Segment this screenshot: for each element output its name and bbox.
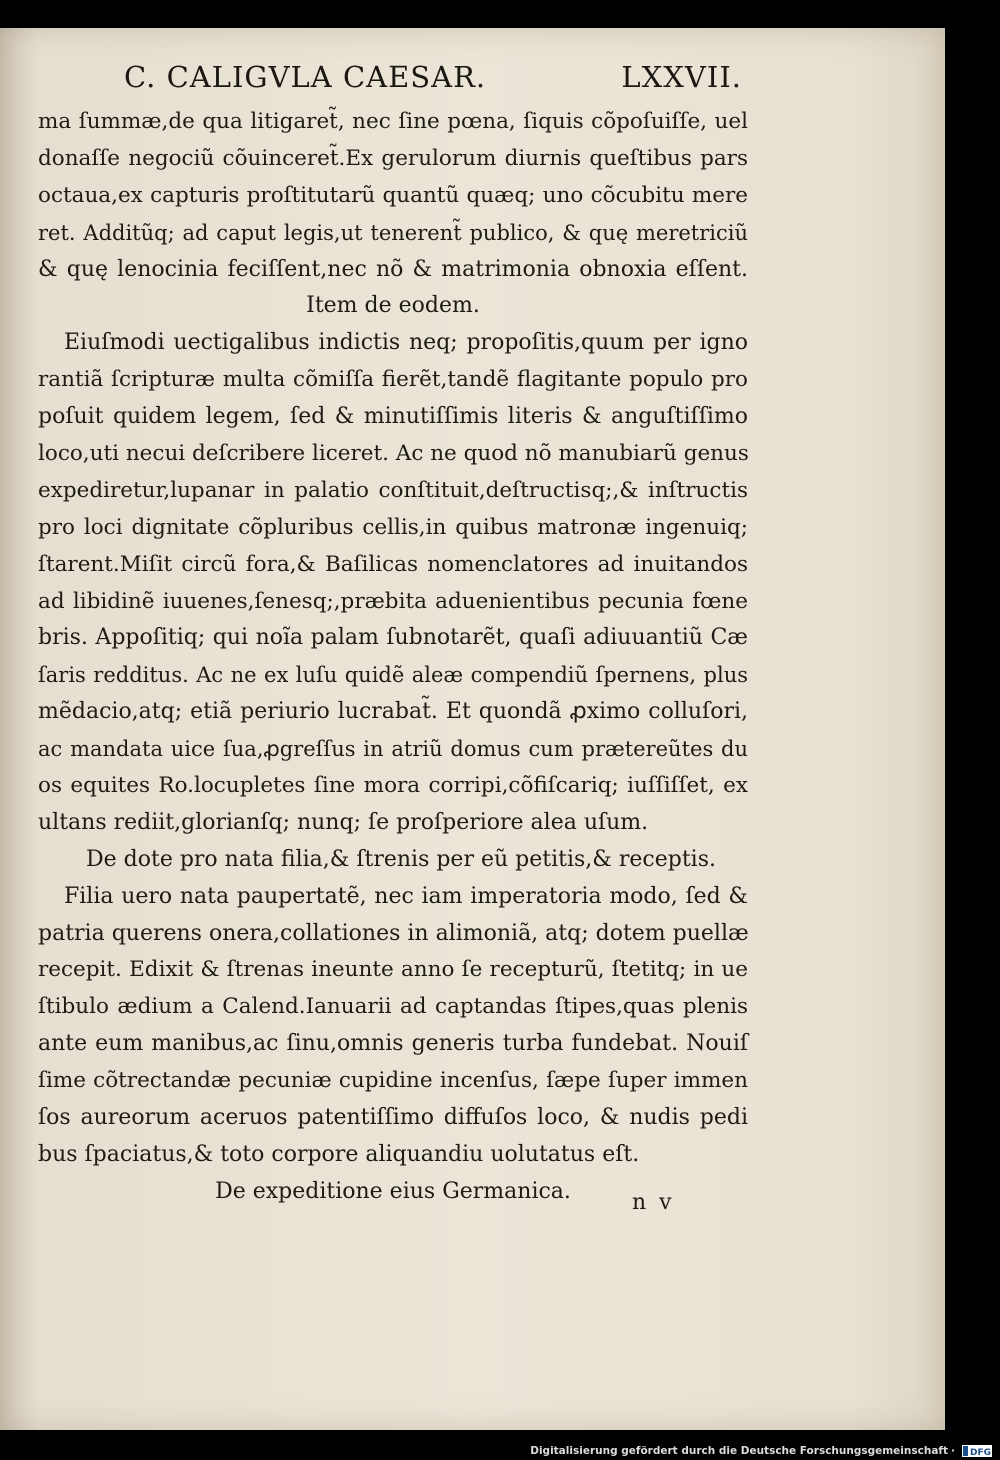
text-line: bris. Appoſitiq; qui noĩa palam ſubnotarẽt, quaſi adiuuantiũ Cæ [38,625,748,651]
section-heading: De dote pro nata filia,& ſtrenis per eũ petitis,& receptis. [86,846,716,872]
text-line: donaſſe negociũ cõuinceret̃.Ex gerulorum diurnis queſtibus pars [38,145,748,171]
text-line: ma ſummæ,de qua litigaret̃, nec ſine pœna, ſiquis cõpoſuiſſe, uel [38,109,748,134]
section-heading: Item de eodem. [306,293,480,319]
signature-mark: n v [632,1190,675,1215]
text-line: Eiuſmodi uectigalibus indictis neq; propoſitis,quum per igno [64,330,748,356]
text-line: ſos aureorum aceruos patentiſſimo diffuſos loco, & nudis pedi [38,1105,748,1131]
text-line: ſime cõtrectandæ pecuniæ cupidine incenſus, ſæpe ſuper immen [38,1068,748,1094]
text-line: patria querens onera,collationes in alimoniã, atq; dotem puellæ [38,920,749,946]
text-line: recepit. Edixit & ſtrenas ineunte anno ſe recepturũ, ſtetitq; in ue [38,957,748,983]
text-block [38,104,748,1211]
footer-text: Digitalisierung gefördert durch die Deutsche Forschungsgemeinschaft [530,1445,948,1457]
page-header [124,60,742,100]
text-line: ret. Additũq; ad caput legis,ut tenerent̃ publico, & quę meretriciũ [38,220,748,245]
section-heading: De expeditione eius Germanica. [215,1178,571,1204]
dfg-logo-text: DFG [970,1448,992,1457]
text-line: expediretur,lupanar in palatio conſtituit,deſtructisq;,& inſtructis [38,477,748,503]
book-page [0,28,945,1430]
text-line: pro loci dignitate cõpluribus cellis,in quibus matronæ ingenuiq; [38,514,748,540]
text-line: poſuit quidem legem, ſed & minutiſſimis literis & anguſtiſſimo [38,404,748,430]
text-line: mẽdacio,atq; etiã periurio lucrabat̃. Et quondã ꝓximo colluſori, [38,699,748,725]
text-line: ac mandata uice ſua,ꝓgreſſus in atriũ domus cum prætereũtes du [38,737,748,762]
text-line: & quę lenocinia feciſſent,nec nõ & matrimonia obnoxia eſſent. [38,256,748,282]
text-line: bus ſpaciatus,& toto corpore aliquandiu uolutatus eſt. [38,1141,640,1167]
text-line: ſaris redditus. Ac ne ex luſu quidẽ aleæ compendiũ ſpernens, plus [38,663,748,688]
text-line: loco,uti necui deſcribere liceret. Ac ne quod nõ manubiarũ genus [38,441,749,467]
footer-credit [530,1444,992,1458]
text-line: octaua,ex capturis proſtitutarũ quantũ quæq; uno cõcubitu mere [38,182,748,208]
text-line: ſtarent.Miſit circũ fora,& Baſilicas nomenclatores ad inuitandos [38,551,748,577]
running-title: C. CALIGVLA CAESAR. [124,60,487,94]
text-line: ante eum manibus,ac ſinu,omnis generis turba fundebat. Nouiſ [38,1031,748,1057]
text-line: ad libidinẽ iuuenes,ſenesq;,præbita aduenientibus pecunia fœne [38,588,748,614]
text-line: ultans rediit,glorianſq; nunq; ſe proſperiore alea uſum. [38,809,649,835]
text-line: ſtibulo ædium a Calend.Ianuarii ad captandas ſtipes,quas plenis [38,994,748,1020]
footer-separator: · [951,1445,955,1457]
folio-number: LXXVII. [621,60,742,94]
text-line: Filia uero nata paupertatẽ, nec iam imperatoria modo, ſed & [64,883,748,909]
dfg-logo-icon [962,1445,992,1457]
text-line: os equites Ro.locupletes ſine mora corripi,cõfiſcariq; iuſſiſſet, ex [38,773,748,799]
text-line: rantiã ſcripturæ multa cõmiſſa fierẽt,tandẽ flagitante populo pro [38,367,748,393]
